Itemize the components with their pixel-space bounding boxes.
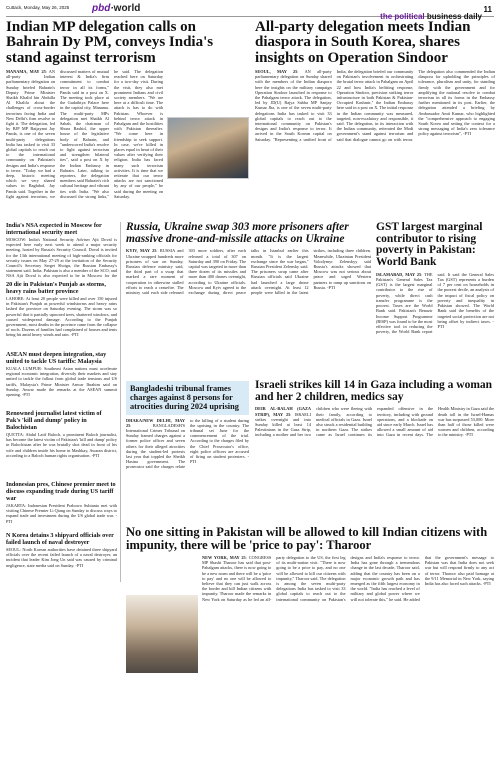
brief-headline: Renowned journalist latest victim of Pak's 'kill and dump' policy in Balochistan [6,410,102,431]
dateline: DHAKA/NEW DELHI, MAY 25 [126,417,185,428]
dateline: KYIV, MAY 25 [126,248,157,254]
brief-body: KUALA LUMPUR: Southeast Asian nations must accelerate regional economic integration, diversify their markets and stay united to tackle the fallout from global trade tensions and US tariffs, Malaysia's Prime Minister Anwar Ibrahim said on Sunday. Anwar made the remarks at the ASEAN summit opening. -PTI [6,366,117,398]
brief-item [6,281,117,348]
news-briefs-column [6,222,121,582]
brief-item [6,481,117,529]
section-logo-pbd: pbd [92,3,111,14]
brief-body: LAHORE: At least 20 people were killed and over 150 injured in Pakistan's Punjab as powerful windstorms and heavy rains lashed the province on Saturday evening. The storm was so powerful that it partially uprooted trees, shattered windows, and caused widespread damage. According to the Punjab government, most deaths in the province came from the collapse of roofs. Dozens of families had complained of houses and tents being hit amid heavy winds and rain. -PTI [6,296,117,338]
page-number: 11 [483,5,492,14]
dateline: ISLAMABAD, MAY 25 [376,271,422,277]
story-body: NEW YORK, MAY 25: CONGRESS MP Shashi Tharoor has said that post-Pahalgam attacks, there is now going to be a new norm and there will be a 'price to pay' and no one will be allowed to believe that they can just walk across the border and kill Indian citizens with impunity. Tharoor made the remarks in New York on Saturday as he led an all-party delegation to the US, the first leg of its multi-nation visit. "There is now going to be a price to pay, and no one will be allowed to kill our citizens with impunity," Tharoor said. The delegation is among the seven multi-party delegations India has tasked to visit 33 global capitals to reach out to the international community on Pakistan's designs and India's response to terror. India has gone through a tremendous change in the last decade, Tharoor said, adding that the country has been on a major economic growth path and has emerged as the fifth largest economy in the world. "India has reached a level of military and global power where we will not tolerate this," he said. He added that the government's message to Pakistan was that India does not seek war but will respond firmly to any act of terror. Tharoor also paid homage at the 9/11 Memorial in New York, saying India has also faced such attacks. -PTI [202,555,494,602]
body-text: BANGLADESH'S International Crimes Tribunal on Sunday framed charges against a former police officer and seven others for their alleged atrocities during the student-led protests last year that toppled the Sheikh Hasina government. The prosecutor said the charges relate to the killing of a student during the uprising in the country. The tribunal set June for the commencement of the trial. According to the charges filed by the Chief Prosecutor's office, eight police officers are accused of firing on student protesters. -PTI [126,417,249,470]
brief-headline: India's NSA expected in Moscow for international security meet [6,222,102,236]
body-text: THE Pakistan's General Sales Tax (GST) is the largest marginal contributor to the rise of poverty, while direct cash transfer programme is the poorest. Taxes are the World Bank said. Pakistan's Benazir Income Support Programme (BISP) was found to be the most effective tool in reducing the poverty, the World Bank report said. It said the General Sales Tax (GST) represents a burden of 7 per cent on households in the poorest decile, an analysis of the impact of fiscal policy on poverty and inequality in Pakistan showed. The World Bank said the benefits of the targeted social protection are not being offset by indirect taxes. -PTI [376,271,494,335]
body-text: AN all-party parliamentary delegation on Sunday shared with the members of the Indian diaspora here the insights on the military campaign Operation Sindoor launched in response to the Pahalgam terror attack. The delegation, led by JD(U) Rajya Sabha MP Sanjay Kumar Jha, is one of the seven multi-party delegations India has tasked to visit 33 global capitals to reach out to the international community on Pakistan's designs and India's response to terror. It arrived in the South Korean capital on Saturday. "Representing a unified front of India, the delegation briefed our community on Pakistan's involvement in orchestrating the brutal terror attack in Pahalgam on April 22 and how India's befitting response, Operation Sindoor, precision striking terror infrastructure in both Pakistan & Pakistan-Occupied Kashmir," the Indian Embassy here said in a post on X. The initial response in the Indian community was measured, targeted, non-escalatory and responsible, it said. The delegation, in its interaction with the Indian community, reiterated the Modi government's stand against terrorism and said that dialogue cannot go on with terror. The delegation also commended the Indian diaspora for upholding the principles of tolerance, pluralism and unity, for standing firmly with the government and for amplifying the national resolve to combat terrorism in all its forms in the Embassy further mentioned in its post. Earlier, the delegation attended a briefing by Ambassador Amit Kumar, who highlighted the "comprehensive approach to engaging South Korea and setting the context for a strong messaging of India's zero tolerance policy against terrorism", -PTI [255,68,495,142]
brand-name: political [394,12,425,21]
masthead [6,2,494,21]
brief-headline: ASEAN must deepen integration, stay united to tackle US tariffs: Malaysia [6,351,107,365]
brand-suffix: business daily [426,12,482,21]
story-body: SEOUL, MAY 25: AN all-party parliamentary delegation on Sunday shared with the members of the Indian diaspora here the insights on the military campaign Operation Sindoor launched in response to the Pahalgam terror attack. The delegation, led by JD(U) Rajya Sabha MP Sanjay Kumar Jha, is one of the seven multi-party delegations India has tasked to visit 33 global capitals to reach out to the international community on Pakistan's designs and India's response to terror. It arrived in the South Korean capital on Saturday. "Representing a unified front of India, the delegation briefed our community on Pakistan's involvement in orchestrating the brutal terror attack in Pahalgam on April 22 and how India's befitting response, Operation Sindoor, precision striking terror infrastructure in both Pakistan & Pakistan-Occupied Kashmir," the Indian Embassy here said in a post on X. The initial response in the Indian community was measured, targeted, non-escalatory and responsible, it said. The delegation, in its interaction with the Indian community, reiterated the Modi government's stand against terrorism and said that dialogue cannot go on with terror. The delegation also commended the Indian diaspora for upholding the principles of tolerance, pluralism and unity, for standing firmly with the government and for amplifying the national resolve to combat terrorism in all its forms in the Embassy further mentioned in its post. Earlier, the delegation attended a briefing by Ambassador Amit Kumar, who highlighted the "comprehensive approach to engaging South Korea and setting the context for a strong messaging of India's zero tolerance policy against terrorism", -PTI [255,68,495,142]
brief-headline: N Korea detains 3 shipyard officials over failed launch of naval destroyer [6,532,114,546]
headline: All-party delegation meets Indian diaspora in South Korea, shares insights on Operation Sindoor [255,19,471,66]
brand-prefix: the [380,12,393,21]
story-gst-pakistan [376,222,494,404]
body-text: AN all-party Indian parliamentary delegation on Sunday briefed Bahrain's Deputy Prime Minister Shaikh Khalid bin Abdulla Al Khalifa about the challenges of cross-border terrorism facing India and New Delhi's firm resolve to fight it. The delegation, led by BJP MP Baijayant Jay Panda, is one of the seven multi-party delegations India has tasked to visit 33 global capitals to reach out to the international community on Pakistan's designs and India's response to terror. "Today we had a deep, historic meeting which we very shared values in Baghdad, Jay Panda said. Together in the fight against terrorism, we discussed matters of mutual interest & India's firm commitment to combat terror in all its forms," Panda said in a post on X. The meeting took place at the Gudaibiya Palace here in the capital city, Manama. The multi-party MPs delegation met Shaikh Al Sabah, the chairman of Shura Rashid, the upper house of the legislative body of Bahrain, and "underscored India's resolve to fight against terrorism and strengthen bilateral ties", said a post on X by the Indian Embassy in Bahrain. Later, talking to reporters, the delegation members said Bahrain's rich cultural heritage and vibrant ties with India. "We also discussed the strong links," he said. The delegation reached here on Saturday for a two-day visit. During the visit, they also met prominent Indians and civil society members. "We are here at a difficult time. The attack is has to do with Pakistan. Whoever is behind terror attack in Pahalgam and the hostilities with Pakistan thereafter. "We come here in friendship to seek support. In case, we're killed in places equal in heart of their values after verifying their religion. India has faced many such terrorism activities. It is time that we reiterate that our terror attacks are not sanctioned by any of our people," he said during the meeting on Saturday. [6,68,163,199]
brief-item [6,351,117,407]
brief-item [6,532,117,573]
story-body: DEIR AL-BALAH (GAZA STRIP), MAY 25: ISRAELI strikes overnight and into Sunday killed at least 14 Palestinians in the Gaza Strip, including a mother and her two children who were fleeing with their family, according to medical officials in Gaza. Israel also struck a residential building in northern Gaza. The strikes came as Israel continues its expanded offensive in the territory, including with ground operations, and a blockade on aid since early March. Israel has allowed a small amount of aid into Gaza in recent days. The Health Ministry in Gaza said the death toll in the Israel-Hamas war has surpassed 53,000. More than half of those killed were women and children, according to the ministry. -PTI [255,406,494,438]
tharoor-photo [126,595,198,673]
story-russia-ukraine [126,222,371,391]
story-body: ISLAMABAD, MAY 25: THE Pakistan's General Sales Tax (GST) is the largest marginal contributor to the rise of poverty, while direct cash transfer programme is the poorest. Taxes are the World Bank said. Pakistan's Benazir Income Support Programme (BISP) was found to be the most effective tool in reducing the poverty, the World Bank report said. It said the General Sales Tax (GST) represents a burden of 7 per cent on households in the poorest decile, an analysis of the impact of fiscal policy on poverty and inequality in Pakistan showed. The World Bank said the benefits of the targeted social protection are not being offset by indirect taxes. -PTI [376,271,494,335]
story-tharoor [126,526,494,756]
body-text: CONGRESS MP Shashi Tharoor has said that post-Pahalgam attacks, there is now going to be a new norm and there will be a 'price to pay' and no one will be allowed to believe that they can just walk across the border and kill Indian citizens with impunity. Tharoor made the remarks in New York on Saturday as he led an all-party delegation to the US, the first leg of its multi-nation visit. "There is now going to be a price to pay, and no one will be allowed to kill our citizens with impunity," Tharoor said. The delegation is among the seven multi-party delegations India has tasked to visit 33 global capitals to reach out to the international community on Pakistan's designs and India's response to terror. India has gone through a tremendous change in the last decade, Tharoor said, adding that the country has been on a major economic growth path and has emerged as the fifth largest economy in the world. "India has reached a level of military and global power where we will not tolerate this," he said. He added that the government's message to Pakistan was that India does not seek war but will respond firmly to any act of terror. Tharoor also paid homage at the 9/11 Memorial in New York, saying India has also faced such attacks. -PTI [202,555,494,602]
delegation-photo [167,117,249,179]
headline: Indian MP delegation calls on Bahrain Dy PM, conveys India's stand against terrorism [6,19,214,66]
headline: Bangladeshi tribunal frames charges against 8 persons for atrocities during 2024 uprising [126,381,249,415]
headline: Russia, Ukraine swap 303 more prisoners after massive drone-and-missile attacks on Ukraine [126,221,349,245]
body-text: ISRAELI strikes overnight and into Sunday killed at least 14 Palestinians in the Gaza Strip, including a mother and her two children who were fleeing with their family, according to medical officials in Gaza. Israel also struck a residential building in northern Gaza. The strikes came as Israel continues its expanded offensive in the territory, including with ground operations, and a blockade on aid since early March. Israel has allowed a small amount of aid into Gaza in recent days. The Health Ministry in Gaza said the death toll in the Israel-Hamas war has surpassed 53,000. More than half of those killed were women and children, according to the ministry. -PTI [255,406,494,438]
dateline: SEOUL, MAY 25 [255,68,298,74]
section-logo: pbd·world [92,3,141,14]
headline: No one sitting in Pakistan will be allowed to kill Indian citizens with impunity, there will be 'price to pay': Tharoor [126,525,488,552]
brief-headline: Indonesian pres, Chinese premier meet to discuss expanding trade during US tariff war [6,481,116,502]
brief-item [6,410,117,478]
story-bahrain [6,20,249,236]
dateline: DEIR AL-BALAH (GAZA STRIP), MAY 25 [255,406,311,417]
edition-line: Cuttack, Monday, May 26, 2025 [6,5,70,10]
body-text: RUSSIA and Ukraine swapped hundreds more prisoners of war on Sunday, Russian defence ministry said, the third part of a swap that marked a rare moment of cooperation in otherwise stalled efforts to reach a ceasefire. The ministry said each side released 303 more soldiers, after each released a total of 307 on Saturday and 390 on Friday. The capital was targeted in more than three dozen of its missiles and more than 400 drones overnight, according to Ukraine officials. Moscow and Kyiv agreed to the exchange during direct peace talks in Istanbul earlier this month. "It is the largest exchange since the war began," Russian President Zelensky said. The prisoners swap came after Russian officials said Ukraine had launched a large drone attack overnight. At least 12 people were killed in the latest strikes, including three children. Meanwhile, Ukrainian President Volodymyr Zelenskyy said Russia's attacks showed that Moscow was not serious about peace and urged Western partners to ramp up sanctions on Russia. -PTI [126,248,371,296]
story-israel-gaza [255,380,494,535]
story-body: KYIV, MAY 25: RUSSIA and Ukraine swapped hundreds more prisoners of war on Sunday, Russian defence ministry said, the third part of a swap that marked a rare moment of cooperation in otherwise stalled efforts to reach a ceasefire. The ministry said each side released 303 more soldiers, after each released a total of 307 on Saturday and 390 on Friday. The capital was targeted in more than three dozen of its missiles and more than 400 drones overnight, according to Ukraine officials. Moscow and Kyiv agreed to the exchange during direct peace talks in Istanbul earlier this month. "It is the largest exchange since the war began," Russian President Zelensky said. The prisoners swap came after Russian officials said Ukraine had launched a large drone attack overnight. At least 12 people were killed in the latest strikes, including three children. Meanwhile, Ukrainian President Volodymyr Zelenskyy said Russia's attacks showed that Moscow was not serious about peace and urged Western partners to ramp up sanctions on Russia. -PTI [126,248,371,296]
dateline: MANAMA, MAY 25 [6,68,46,74]
story-south-korea [255,20,495,236]
dateline: NEW YORK, MAY 25 [202,555,246,560]
brief-headline: 20 die in Pakistan's Punjab as storms, heavy rains batter province [6,281,106,295]
brief-body: MOSCOW: India's National Security Adviser Ajit Doval is expected here early next week to attend a major security meeting, hosted by Russia's Security Council. Doval is invited for the 13th international meeting of high-ranking officials for security issues on May 27-29 at the invitation of the Security Council's Secretary Sergei Shoigu, the Russian Embassy's statement said. India, Pakistan is also a member of the SCO, and NSA Ajit Doval is also expected to be in Moscow for the [6,237,117,278]
headline: GST largest marginal contributor to rising poverty in Pakistan: World Bank [376,221,483,269]
brief-body: JAKARTA: Indonesian President Prabowo Subianto met with visiting Chinese Premier Li Qiang on Sunday to discuss ways to expand trade and investment during the US global trade war. -PTI [6,503,117,524]
brief-body: SEOUL: North Korean authorities have detained three shipyard officials over the recent failed launch of a naval destroyer, an incident that leader Kim Jong Un said was caused by criminal negligence, state media said on Sunday. -PTI [6,547,117,568]
brief-body: QUETTA: Abdul Latif Baloch, a prominent Baloch journalist, has become the latest victim of Pakistan's 'kill and dump' policy in Balochistan after he was brutally shot dead in front of his wife and children inside his home in Mashkay, Awaran district, according to a Baloch human rights organisation. -PTI [6,432,117,458]
headline: Israeli strikes kill 14 in Gaza including a woman and her 2 children, medics say [255,379,493,403]
story-body: MANAMA, MAY 25: AN all-party Indian parliamentary delegation on Sunday briefed Bahrain's Deputy Prime Minister Shaikh Khalid bin Abdulla Al Khalifa about the challenges of cross-border terrorism facing India and New Delhi's firm resolve to fight it. The delegation, led by BJP MP Baijayant Jay Panda, is one of the seven multi-party delegations India has tasked to visit 33 global capitals to reach out to the international community on Pakistan's designs and India's response to terror. "Today we had a deep, historic meeting which we very shared values in Baghdad, Jay Panda said. Together in the fight against terrorism, we discussed matters of mutual interest & India's firm commitment to combat terror in all its forms," Panda said in a post on X. The meeting took place at the Gudaibiya Palace here in the capital city, Manama. The multi-party MPs delegation met Shaikh Al Sabah, the chairman of Shura Rashid, the upper house of the legislative body of Bahrain, and "underscored India's resolve to fight against terrorism and strengthen bilateral ties", said a post on X by the Indian Embassy in Bahrain. Later, talking to reporters, the delegation members said Bahrain's rich cultural heritage and vibrant ties with India. "We also discussed the strong links," he said. The delegation reached here on Saturday for a two-day visit. During the visit, they also met prominent Indians and civil society members. "We are here at a difficult time. The attack is has to do with Pakistan. Whoever is behind terror attack in Pahalgam and the hostilities with Pakistan thereafter. "We come here in friendship to seek support. In case, we're killed in places equal in heart of their values after verifying their religion. India has faced many such terrorism activities. It is time that we reiterate that our terror attacks are not sanctioned by any of our people," he said during the meeting on Saturday. [6,68,163,199]
brief-item [6,222,117,278]
story-body: DHAKA/NEW DELHI, MAY 25: BANGLADESH'S International Crimes Tribunal on Sunday framed charges against a former police officer and seven others for their alleged atrocities during the student-led protests last year that toppled the Sheikh Hasina government. The prosecutor said the charges relate to the killing of a student during the uprising in the country. The tribunal set June for the commencement of the trial. According to the charges filed by the Chief Prosecutor's office, eight police officers are accused of firing on student protesters. -PTI [126,417,249,470]
section-logo-world: world [113,3,141,14]
